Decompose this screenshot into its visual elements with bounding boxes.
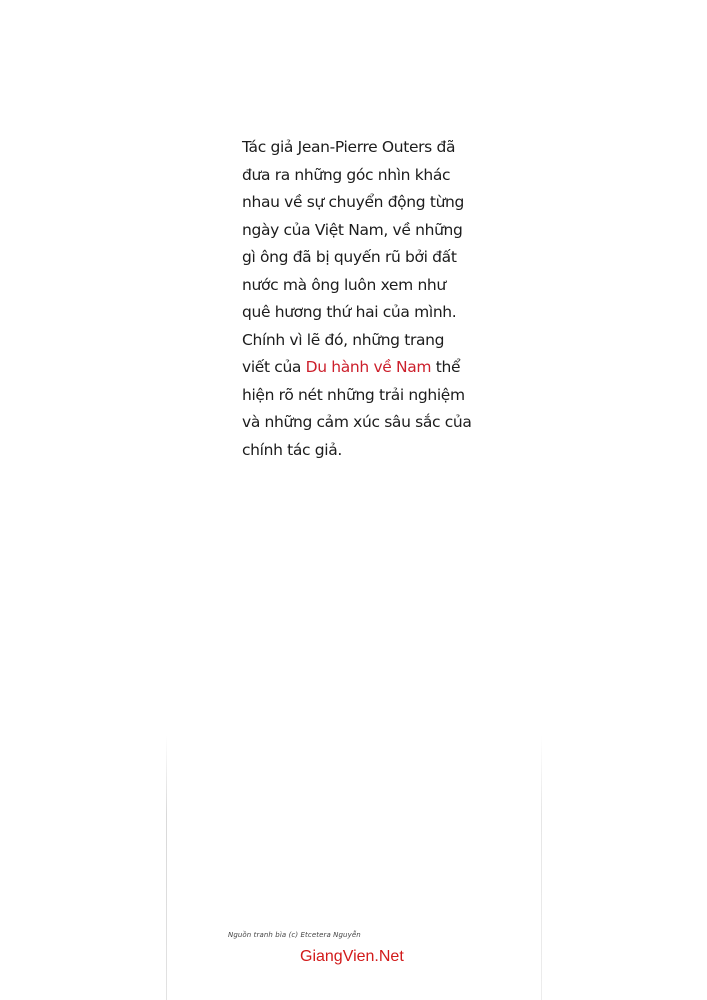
paragraph-line: Chính vì lẽ đó, những trang (242, 330, 445, 349)
paragraph-line: quê hương thứ hai của mình. (242, 303, 457, 321)
watermark-text: GiangVien.Net (300, 948, 404, 965)
book-title-highlight: Du hành về Nam (305, 358, 432, 376)
paragraph-line: chính tác giả. (242, 440, 342, 459)
paragraph-text: viết của (242, 358, 306, 376)
paragraph-line: Tác giả Jean-Pierre Outers đã (242, 138, 456, 156)
cover-art-credit: Nguồn tranh bìa (c) Etcetera Nguyễn (228, 931, 361, 939)
paragraph-line: đưa ra những góc nhìn khác (242, 165, 451, 184)
scan-edge-left (166, 735, 167, 1000)
paragraph-line: nhau về sự chuyển động từng (242, 193, 465, 211)
paragraph-line: hiện rõ nét những trải nghiệm (242, 385, 465, 404)
paragraph-line: gì ông đã bị quyến rũ bởi đất (242, 248, 457, 266)
paragraph-line: nước mà ông luôn xem như (242, 275, 446, 294)
paragraph-line (242, 354, 482, 382)
paragraph-line: ngày của Việt Nam, về những (242, 220, 463, 239)
paragraph-text: thể (431, 358, 461, 376)
back-cover-paragraph (242, 134, 482, 464)
paragraph-line: và những cảm xúc sâu sắc của (242, 413, 472, 431)
scan-edge-right (541, 735, 542, 1000)
